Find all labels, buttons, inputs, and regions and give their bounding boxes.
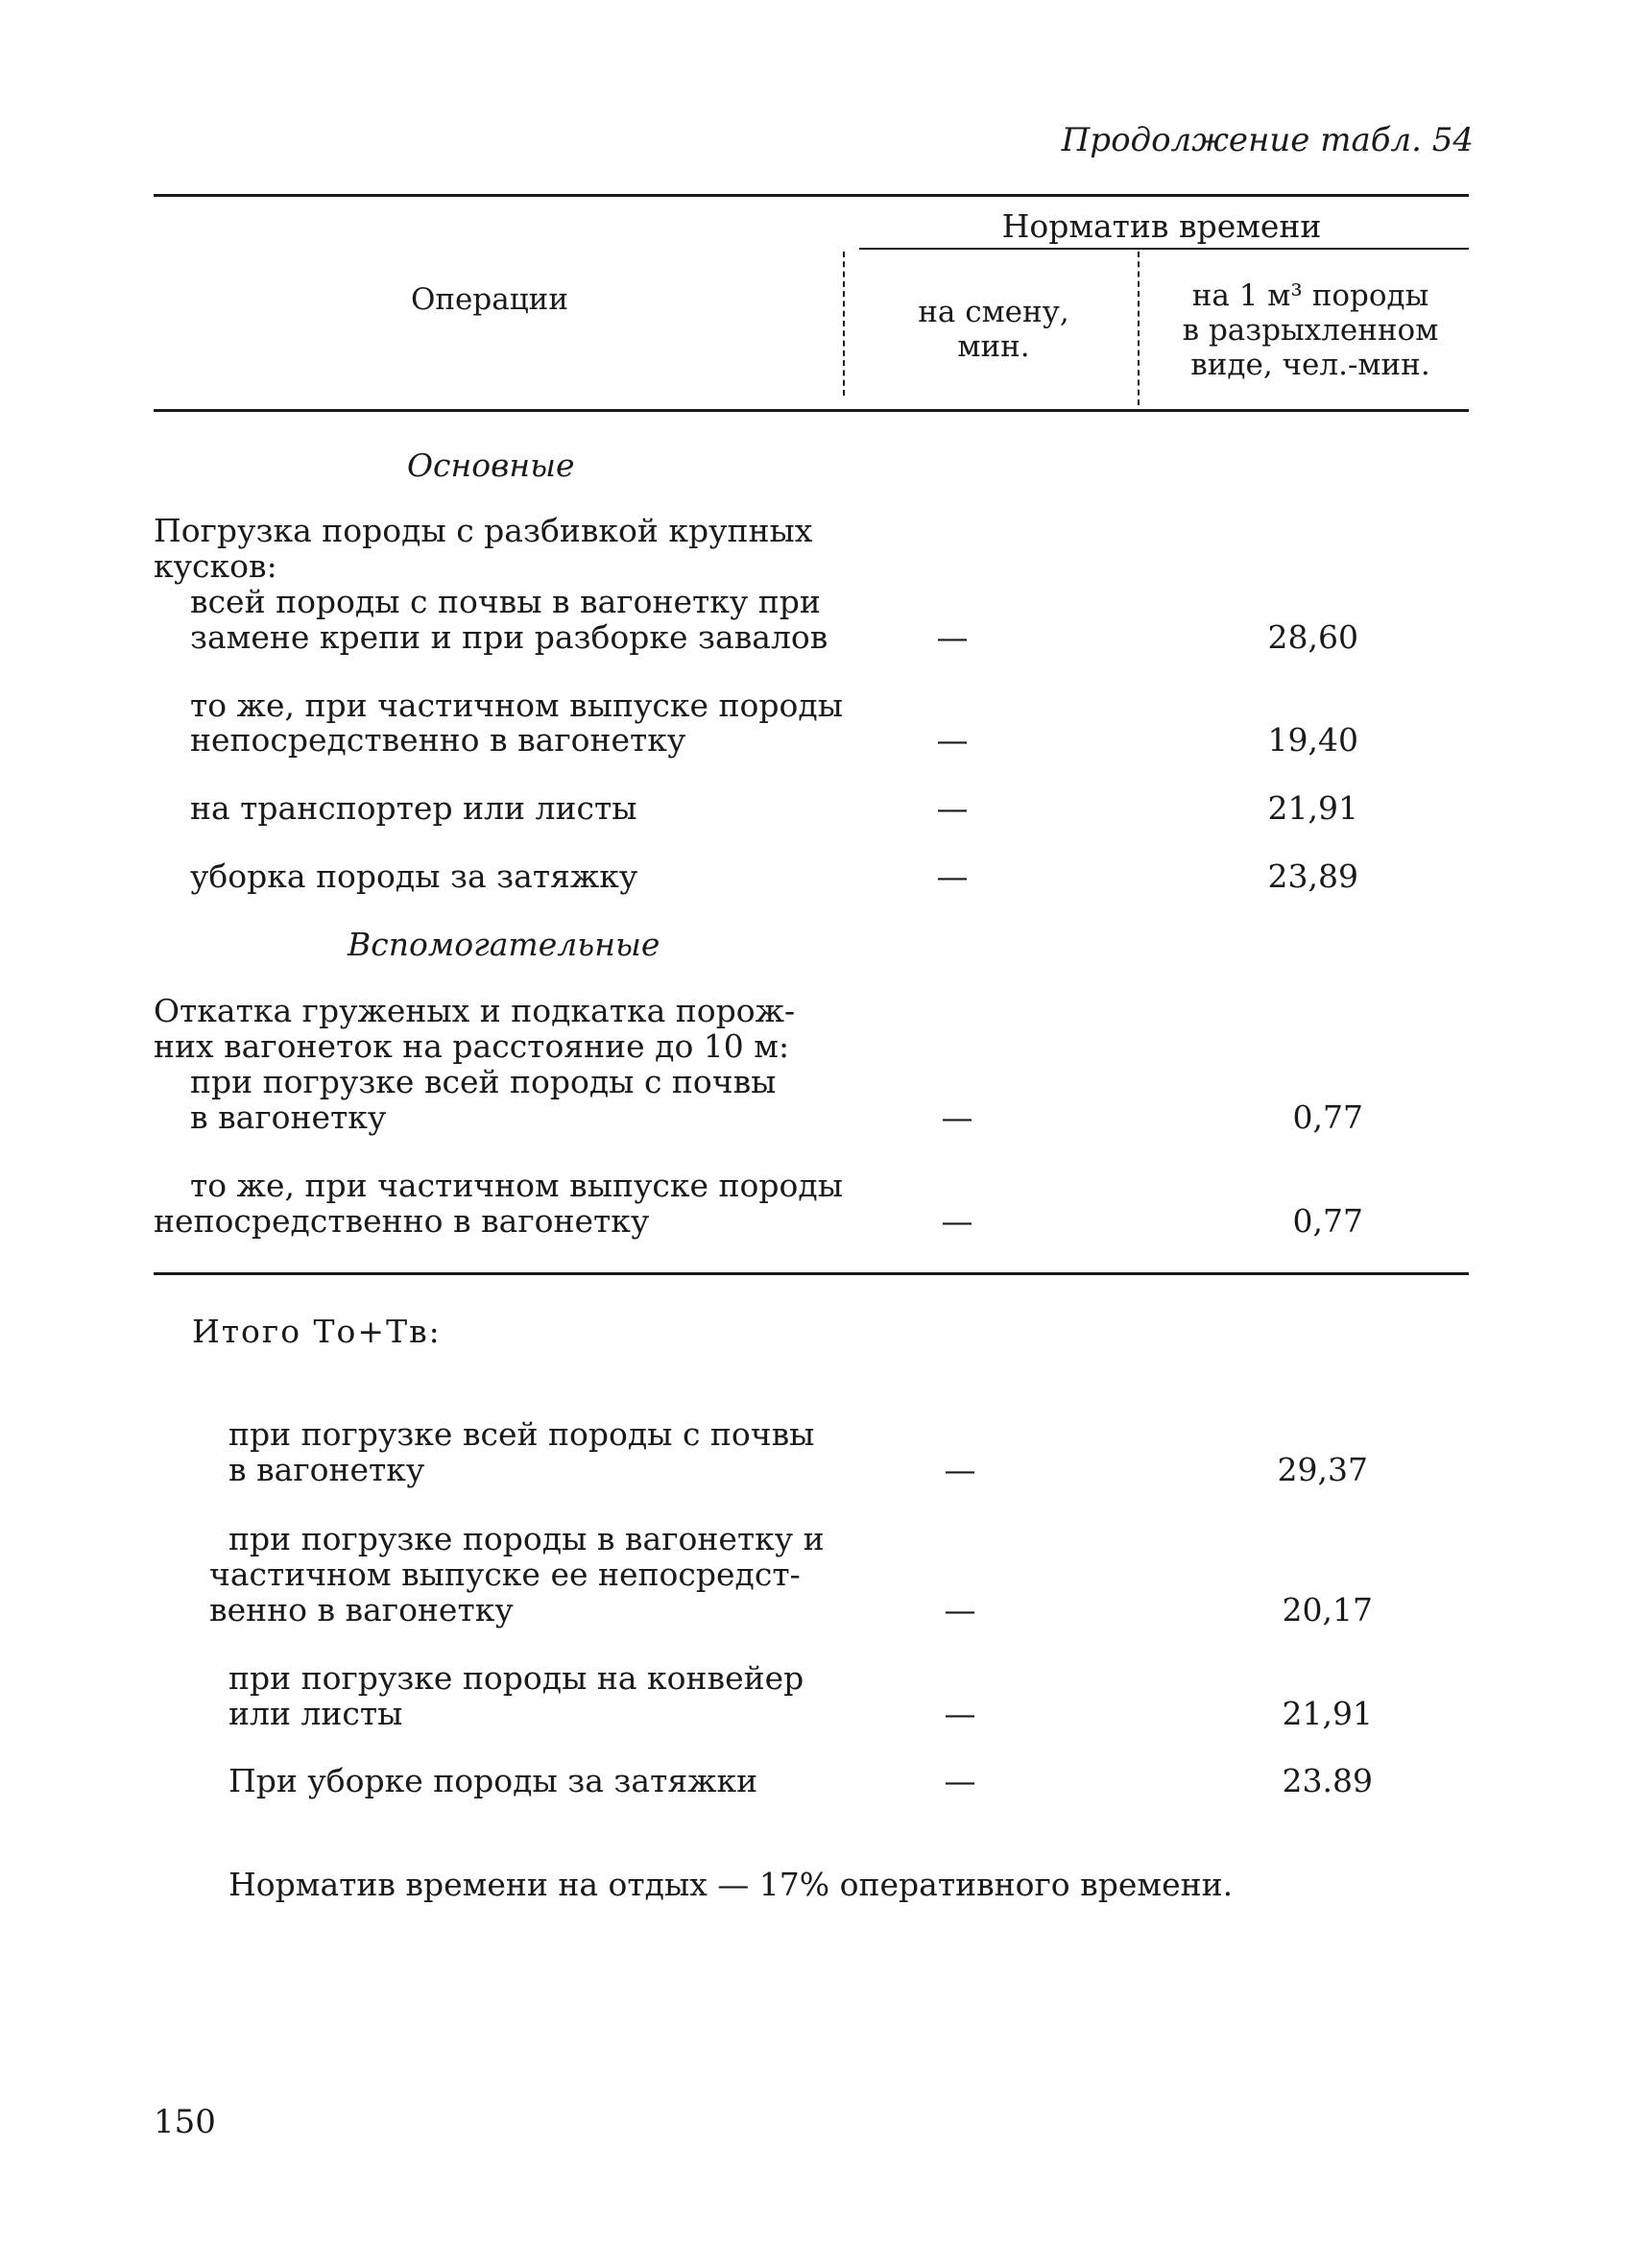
row-2-label-line1: то же, при частичном выпуске породы (190, 687, 843, 724)
column-header-per-m3-line1: на 1 м³ породы (1191, 278, 1429, 313)
column-divider-2 (1138, 252, 1140, 405)
total-3-label-line2: или листы (228, 1695, 403, 1732)
column-header-per-m3-line3: виде, чел.-мин. (1190, 348, 1430, 382)
rest-time-note: Норматив времени на отдых — 17% оперативного времени. (228, 1866, 1234, 1903)
total-4-label: При уборке породы за затяжки (228, 1762, 758, 1799)
row-3-value: 21,91 (1267, 789, 1358, 827)
row-5-label-line1: при погрузке всей породы с почвы (190, 1063, 777, 1100)
column-divider-1 (843, 252, 845, 396)
section-heading-auxiliary: Вспомогательные (348, 926, 660, 963)
group-header-rule (859, 248, 1469, 250)
row-2-value: 19,40 (1267, 721, 1358, 759)
row-1-value: 28,60 (1267, 618, 1358, 656)
total-2-label-line3: венно в вагонетку (209, 1591, 514, 1629)
total-2-value: 20,17 (1282, 1591, 1373, 1629)
total-4-shift: — (944, 1762, 976, 1799)
main-intro-line1: Погрузка породы с разбивкой крупных (154, 512, 813, 549)
row-6-value: 0,77 (1292, 1202, 1363, 1240)
row-3-shift: — (936, 789, 969, 827)
row-2-shift: — (936, 721, 969, 759)
row-1-shift: — (936, 618, 969, 656)
header-bottom-rule (154, 409, 1469, 412)
total-1-label-line1: при погрузке всей породы с почвы (228, 1415, 815, 1453)
total-4-value: 23.89 (1282, 1762, 1373, 1799)
table-continuation-caption: Продолжение табл. 54 (1061, 121, 1474, 159)
row-6-label-line1: то же, при частичном выпуске породы (190, 1167, 843, 1204)
table-bottom-rule (154, 1272, 1469, 1275)
page-number: 150 (154, 2103, 216, 2141)
table-top-rule (154, 194, 1469, 197)
column-header-time-norm: Норматив времени (1001, 207, 1322, 245)
total-1-shift: — (944, 1451, 976, 1488)
total-3-value: 21,91 (1282, 1695, 1373, 1732)
total-1-value: 29,37 (1277, 1451, 1368, 1488)
aux-intro-line2: них вагонеток на расстояние до 10 м: (154, 1027, 790, 1065)
total-3-label-line1: при погрузке породы на конвейер (228, 1659, 804, 1697)
totals-label: Итого Tо+Tв: (192, 1313, 442, 1350)
column-header-operations: Операции (410, 282, 568, 317)
aux-intro-line1: Откатка груженых и подкатка порож- (154, 992, 796, 1029)
row-6-label-line2: непосредственно в вагонетку (154, 1202, 650, 1240)
row-2-label-line2: непосредственно в вагонетку (190, 721, 686, 759)
section-heading-main: Основные (407, 446, 575, 484)
row-1-label-line2: замене крепи и при разборке завалов (190, 618, 828, 656)
row-5-shift: — (941, 1098, 973, 1136)
row-4-shift: — (936, 857, 969, 895)
main-intro-line2: кусков: (154, 547, 277, 585)
total-2-shift: — (944, 1591, 976, 1629)
total-3-shift: — (944, 1695, 976, 1732)
column-header-per-shift-line1: на смену, (918, 295, 1069, 329)
column-header-per-m3 (1152, 278, 1469, 382)
column-header-per-m3-line2: в разрыхленном (1182, 313, 1439, 348)
row-4-value: 23,89 (1267, 857, 1358, 895)
row-1-label-line1: всей породы с почвы в вагонетку при (190, 583, 821, 620)
total-1-label-line2: в вагонетку (228, 1451, 425, 1488)
row-5-value: 0,77 (1292, 1098, 1363, 1136)
row-6-shift: — (941, 1202, 973, 1240)
row-3-label: на транспортер или листы (190, 789, 637, 827)
row-5-label-line2: в вагонетку (190, 1098, 387, 1136)
column-header-per-shift (864, 295, 1123, 364)
row-4-label: уборка породы за затяжку (190, 857, 638, 895)
total-2-label-line2: частичном выпуске ее непосредст- (209, 1556, 801, 1593)
total-2-label-line1: при погрузке породы в вагонетку и (228, 1520, 825, 1557)
column-header-per-shift-line2: мин. (957, 329, 1030, 364)
